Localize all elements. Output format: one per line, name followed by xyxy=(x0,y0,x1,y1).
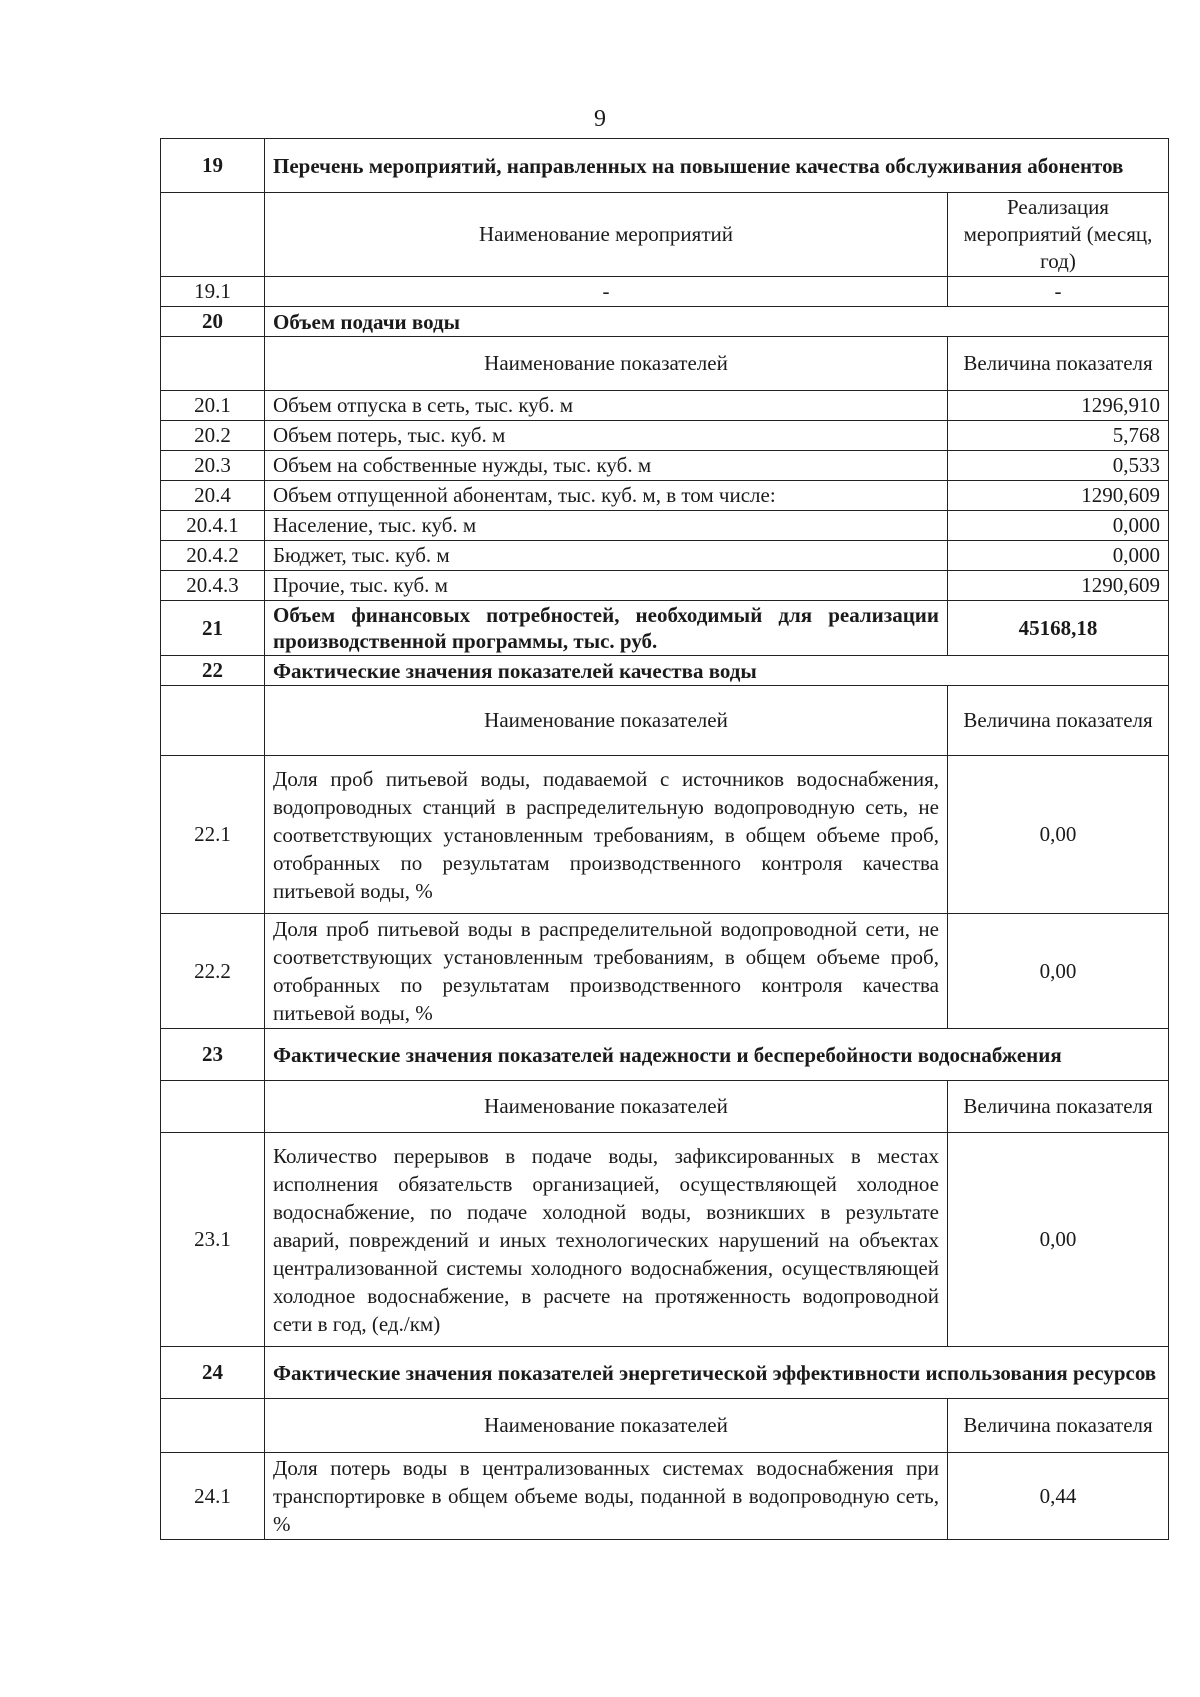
table-row xyxy=(161,1133,1169,1347)
section-title: Объем подачи воды xyxy=(265,307,1169,337)
row-name: Доля проб питьевой воды, подаваемой с источников водоснабжения, водопроводных станций в распределительную водопроводную сеть, не соответствующих установленным требованиям, в общем объеме проб, отобранных по результатам производственного контроля качества питьевой воды, % xyxy=(265,756,948,914)
section-22-header-row xyxy=(161,656,1169,686)
section-title: Фактические значения показателей надежности и бесперебойности водоснабжения xyxy=(265,1029,1169,1081)
row-name: Доля потерь воды в централизованных системах водоснабжения при транспортировке в общем объеме воды, поданной в водопроводную сеть, % xyxy=(265,1453,948,1540)
empty-cell xyxy=(161,686,265,756)
row-name: Объем отпуска в сеть, тыс. куб. м xyxy=(265,391,948,421)
column-header-name: Наименование показателей xyxy=(265,686,948,756)
row-value: 1290,609 xyxy=(948,481,1169,511)
row-value: 5,768 xyxy=(948,421,1169,451)
section-number: 24 xyxy=(161,1347,265,1399)
row-value: 0,00 xyxy=(948,1133,1169,1347)
row-name: Количество перерывов в подаче воды, зафиксированных в местах исполнения обязательств организацией, осуществляющей холодное водоснабжение, по подаче холодной воды, возникших в результате аварий, повреждений и иных технологических нарушений на объектах централизованной системы холодного водоснабжения, осуществляющей холодное водоснабжение, в расчете на протяженность водопроводной сети в год, (ед./км) xyxy=(265,1133,948,1347)
table-row xyxy=(161,511,1169,541)
row-value: 1290,609 xyxy=(948,571,1169,601)
section-title: Объем финансовых потребностей, необходимый для реализации производственной программы, тыс. руб. xyxy=(265,601,948,656)
row-name: - xyxy=(265,277,948,307)
row-value: 0,533 xyxy=(948,451,1169,481)
row-number: 20.4 xyxy=(161,481,265,511)
table-row xyxy=(161,1453,1169,1540)
table-row xyxy=(161,421,1169,451)
row-number: 20.2 xyxy=(161,421,265,451)
row-number: 20.4.3 xyxy=(161,571,265,601)
empty-cell xyxy=(161,1399,265,1453)
table-row xyxy=(161,277,1169,307)
column-header-row xyxy=(161,686,1169,756)
column-header-row xyxy=(161,337,1169,391)
section-number: 20 xyxy=(161,307,265,337)
row-name: Объем отпущенной абонентам, тыс. куб. м, в том числе: xyxy=(265,481,948,511)
table-row xyxy=(161,451,1169,481)
row-value: - xyxy=(948,277,1169,307)
row-value: 0,00 xyxy=(948,914,1169,1029)
row-name: Население, тыс. куб. м xyxy=(265,511,948,541)
section-20-header-row xyxy=(161,307,1169,337)
row-value: 0,000 xyxy=(948,511,1169,541)
column-header-value: Величина показателя xyxy=(948,1081,1169,1133)
row-name: Доля проб питьевой воды в распределительной водопроводной сети, не соответствующих установленным требованиям, в общем объеме проб, отобранных по результатам производственного контроля качества питьевой воды, % xyxy=(265,914,948,1029)
section-title: Фактические значения показателей качества воды xyxy=(265,656,1169,686)
column-header-value: Величина показателя xyxy=(948,686,1169,756)
empty-cell xyxy=(161,337,265,391)
column-header-row xyxy=(161,1399,1169,1453)
section-title: Фактические значения показателей энергетической эффективности использования ресурсов xyxy=(265,1347,1169,1399)
indicators-table xyxy=(160,138,1169,1540)
row-name: Объем на собственные нужды, тыс. куб. м xyxy=(265,451,948,481)
column-header-value: Реализация мероприятий (месяц, год) xyxy=(948,193,1169,277)
row-number: 22.1 xyxy=(161,756,265,914)
empty-cell xyxy=(161,1081,265,1133)
table-row xyxy=(161,914,1169,1029)
row-number: 24.1 xyxy=(161,1453,265,1540)
row-number: 23.1 xyxy=(161,1133,265,1347)
column-header-name: Наименование показателей xyxy=(265,1399,948,1453)
column-header-name: Наименование показателей xyxy=(265,337,948,391)
column-header-name: Наименование показателей xyxy=(265,1081,948,1133)
column-header-row xyxy=(161,1081,1169,1133)
section-number: 22 xyxy=(161,656,265,686)
section-title: Перечень мероприятий, направленных на повышение качества обслуживания абонентов xyxy=(265,139,1169,193)
table-row xyxy=(161,481,1169,511)
row-value: 0,000 xyxy=(948,541,1169,571)
section-number: 23 xyxy=(161,1029,265,1081)
table-row xyxy=(161,541,1169,571)
section-number: 19 xyxy=(161,139,265,193)
section-19-header-row xyxy=(161,139,1169,193)
row-number: 20.4.2 xyxy=(161,541,265,571)
column-header-value: Величина показателя xyxy=(948,1399,1169,1453)
section-21-row xyxy=(161,601,1169,656)
row-value: 45168,18 xyxy=(948,601,1169,656)
column-header-row xyxy=(161,193,1169,277)
page-number: 9 xyxy=(594,106,606,132)
column-header-name: Наименование мероприятий xyxy=(265,193,948,277)
row-name: Прочие, тыс. куб. м xyxy=(265,571,948,601)
row-number: 20.3 xyxy=(161,451,265,481)
row-name: Бюджет, тыс. куб. м xyxy=(265,541,948,571)
row-value: 0,00 xyxy=(948,756,1169,914)
section-24-header-row xyxy=(161,1347,1169,1399)
row-number: 22.2 xyxy=(161,914,265,1029)
row-number: 20.4.1 xyxy=(161,511,265,541)
empty-cell xyxy=(161,193,265,277)
table-row xyxy=(161,756,1169,914)
row-value: 0,44 xyxy=(948,1453,1169,1540)
row-number: 19.1 xyxy=(161,277,265,307)
row-value: 1296,910 xyxy=(948,391,1169,421)
row-name: Объем потерь, тыс. куб. м xyxy=(265,421,948,451)
column-header-value: Величина показателя xyxy=(948,337,1169,391)
table-row xyxy=(161,391,1169,421)
table-row xyxy=(161,571,1169,601)
section-number: 21 xyxy=(161,601,265,656)
row-number: 20.1 xyxy=(161,391,265,421)
section-23-header-row xyxy=(161,1029,1169,1081)
